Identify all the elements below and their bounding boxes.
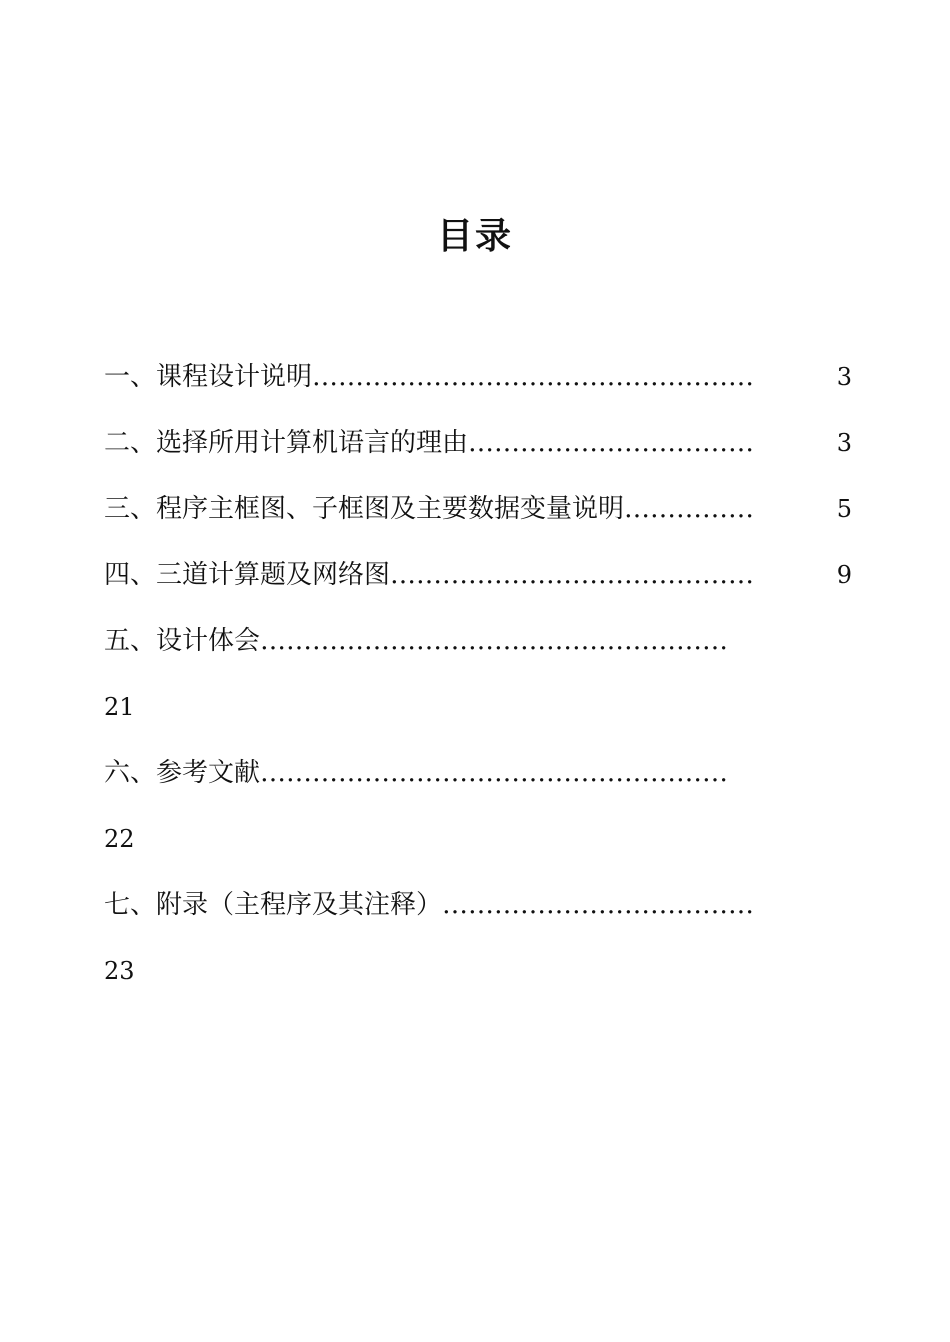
page-title: 目录 bbox=[436, 216, 513, 257]
toc-entry-label: 五、设计体会……………………………………………… bbox=[104, 626, 729, 656]
toc-entry-5[interactable] bbox=[104, 616, 852, 682]
toc-page-number: 3 bbox=[836, 429, 852, 457]
toc-entry-6[interactable] bbox=[104, 748, 852, 814]
toc-entry-label: 三、程序主框图、子框图及主要数据变量说明…………… bbox=[104, 494, 755, 524]
toc-entry-4[interactable] bbox=[104, 550, 852, 616]
toc-entry-label: 六、参考文献……………………………………………… bbox=[104, 758, 729, 788]
toc-leader-dots: ……………………………… bbox=[442, 890, 755, 920]
toc-leader-dots: ……………………………………………… bbox=[260, 758, 729, 788]
toc-entry-label: 四、三道计算题及网络图…………………………………… bbox=[104, 560, 755, 590]
toc-entry-label: 二、选择所用计算机语言的理由…………………………… bbox=[104, 428, 755, 458]
toc-leader-dots: …………………………………… bbox=[390, 560, 755, 590]
table-of-contents bbox=[104, 352, 852, 1012]
toc-entry-label: 七、附录（主程序及其注释）……………………………… bbox=[104, 890, 755, 920]
toc-leader-dots: …………………………… bbox=[468, 428, 755, 458]
toc-page-number: 3 bbox=[836, 363, 852, 391]
toc-entry-3[interactable] bbox=[104, 484, 852, 550]
toc-page-number: 21 bbox=[104, 693, 135, 721]
toc-leader-dots: ……………………………………………… bbox=[260, 626, 729, 656]
toc-entry-2[interactable] bbox=[104, 418, 852, 484]
toc-leader-dots: …………… bbox=[624, 494, 755, 524]
toc-leader-dots: …………………………………………… bbox=[312, 362, 755, 392]
toc-entry-label: 一、课程设计说明…………………………………………… bbox=[104, 362, 755, 392]
toc-page-number: 23 bbox=[104, 957, 135, 985]
toc-page-number: 5 bbox=[836, 495, 852, 523]
toc-entry-1[interactable] bbox=[104, 352, 852, 418]
toc-page-number: 22 bbox=[104, 825, 135, 853]
toc-page-number: 9 bbox=[836, 561, 852, 589]
toc-entry-7[interactable] bbox=[104, 880, 852, 946]
